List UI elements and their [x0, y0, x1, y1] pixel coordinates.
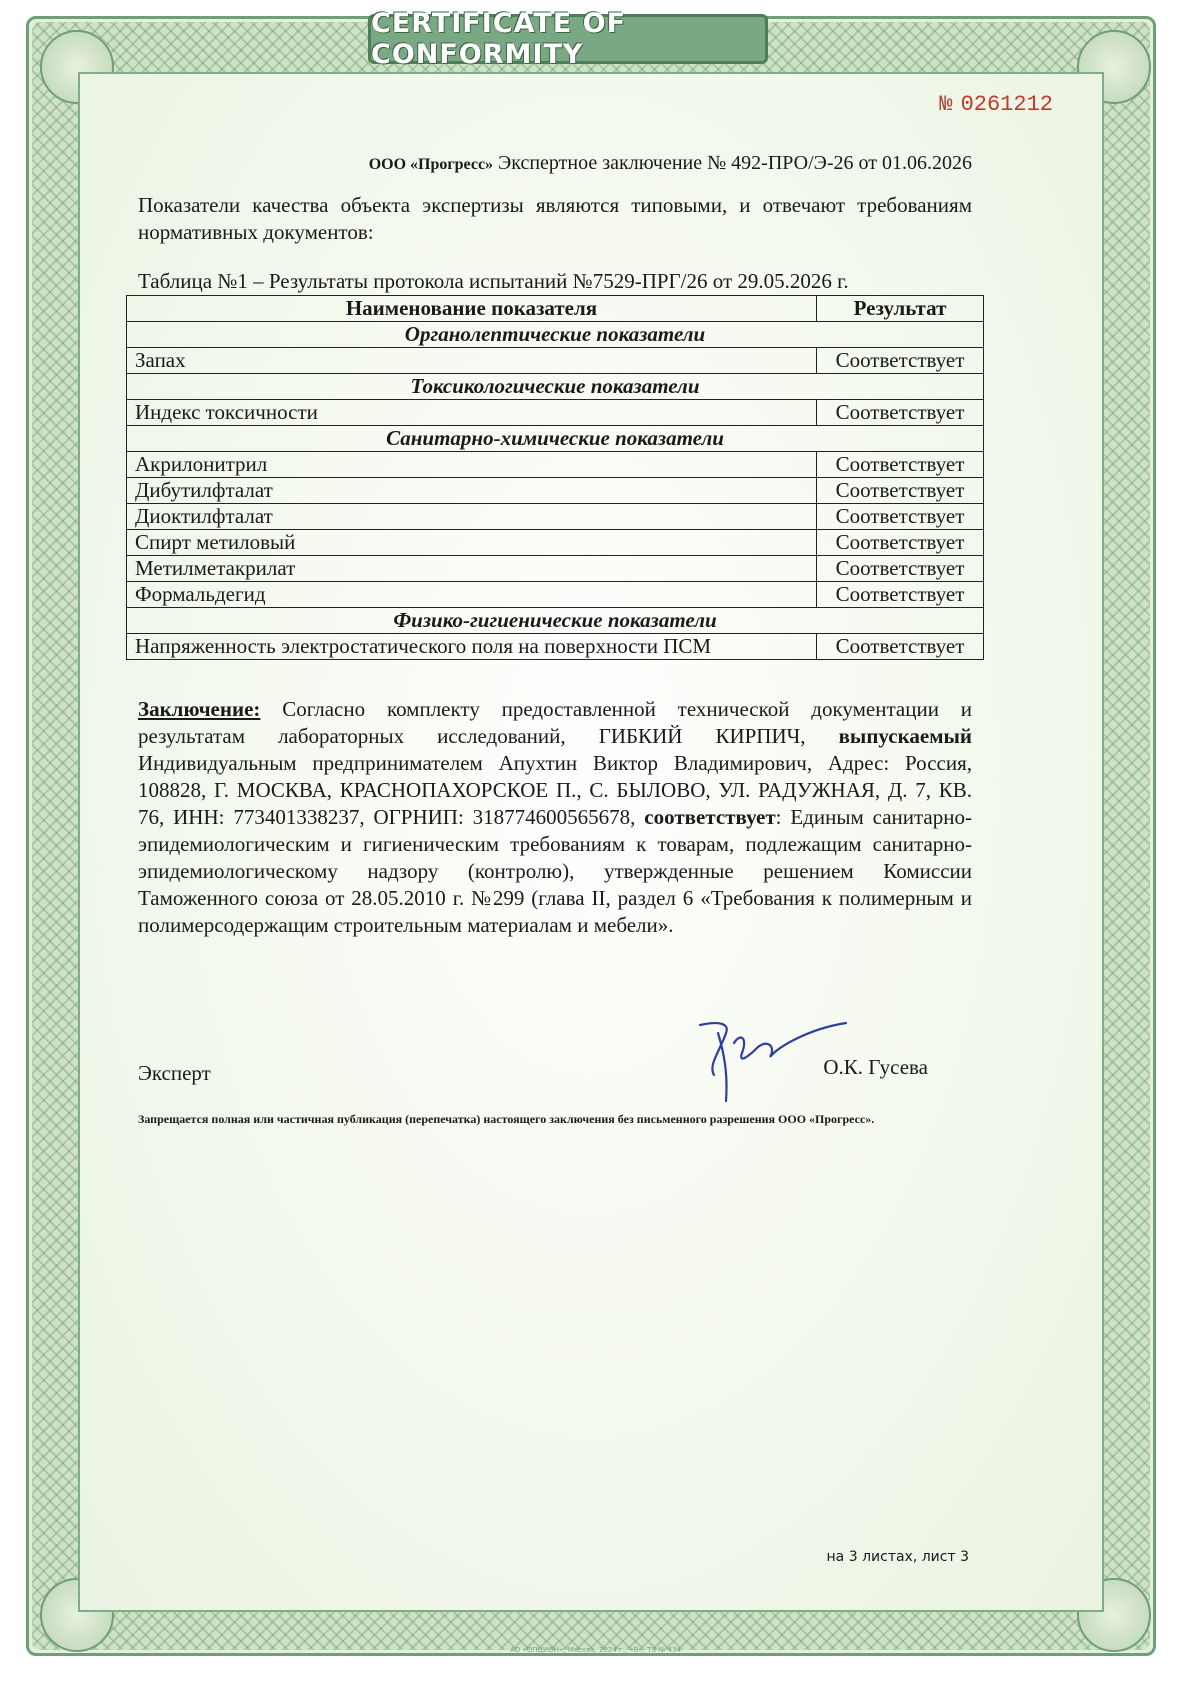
printer-imprint: АО «ОПЦИОН», Москва, 2024 г., «В», ТЗ № 434	[509, 1646, 682, 1654]
conclusion-label: Заключение:	[138, 697, 261, 721]
certificate-number-value: 0261212	[960, 92, 1053, 117]
indicator-name: Запах	[127, 348, 817, 374]
indicator-result: Соответствует	[817, 452, 984, 478]
conclusion-bold: выпускаемый	[838, 724, 972, 748]
indicator-result: Соответствует	[817, 348, 984, 374]
indicator-result: Соответствует	[817, 504, 984, 530]
group-label: Органолептические показатели	[127, 322, 984, 348]
group-label: Токсикологические показатели	[127, 374, 984, 400]
table-row	[127, 478, 984, 504]
indicator-name: Спирт метиловый	[127, 530, 817, 556]
expert-name: О.К. Гусева	[823, 1055, 928, 1079]
table-row	[127, 452, 984, 478]
conclusion-text: Индивидуальным предпринимателем Апухтин Виктор Владимирович, Адрес: Россия, 108828, Г. МОСКВА, КРАСНОПАХОРСКОЕ П., С. БЫЛОВО, УЛ. РАДУЖНАЯ, Д. 7, КВ. 76, ИНН: 773401338237, ОГРНИП: 318774600565678,	[138, 751, 972, 829]
indicator-result: Соответствует	[817, 400, 984, 426]
table-row	[127, 530, 984, 556]
group-label: Санитарно-химические показатели	[127, 426, 984, 452]
indicator-result: Соответствует	[817, 530, 984, 556]
table-row	[127, 348, 984, 374]
indicator-name: Напряженность электростатического поля на поверхности ПСМ	[127, 634, 817, 660]
table-caption: Таблица №1 – Результаты протокола испытаний №7529-ПРГ/26 от 29.05.2026 г.	[138, 269, 849, 293]
table-header-row	[127, 296, 984, 322]
intro-paragraph: Показатели качества объекта экспертизы являются типовыми, и отвечают требованиям нормативных документов:	[138, 193, 972, 244]
table-row	[127, 582, 984, 608]
reference-org: ООО «Прогресс»	[368, 156, 494, 173]
certificate-number	[939, 92, 1053, 117]
conclusion-bold: соответствует	[644, 805, 776, 829]
signature-row	[138, 1053, 928, 1093]
document-body	[135, 150, 972, 939]
indicator-name: Индекс токсичности	[127, 400, 817, 426]
indicator-name: Акрилонитрил	[127, 452, 817, 478]
conclusion-text: : Единым санитарно-эпидемиологическим и гигиеническим требованиям к товарам, подлежащим санитарно-эпидемиологическому надзору (контролю), утвержденные решением Комиссии Таможенного союза от 28.05.2010 г. №299 (глава II, раздел 6 «Требования к полимерным и полимерсодержащим строительным материалам и мебели».	[138, 805, 972, 937]
column-header-result: Результат	[817, 296, 984, 322]
conclusion-paragraph	[138, 696, 972, 939]
reference-line	[138, 150, 972, 178]
indicator-name: Формальдегид	[127, 582, 817, 608]
indicator-result: Соответствует	[817, 634, 984, 660]
column-header-name: Наименование показателя	[127, 296, 817, 322]
indicator-name: Дибутилфталат	[127, 478, 817, 504]
table-row	[127, 504, 984, 530]
table-row	[127, 634, 984, 660]
indicator-result: Соответствует	[817, 556, 984, 582]
table-group-row	[127, 322, 984, 348]
indicator-result: Соответствует	[817, 582, 984, 608]
conclusion-text: Согласно комплекту предоставленной технической документации и результатам лабораторных исследований, ГИБКИЙ КИРПИЧ,	[138, 697, 972, 748]
certificate-banner-text: CERTIFICATE OF CONFORMITY	[371, 8, 627, 70]
table-group-row	[127, 374, 984, 400]
table-group-row	[127, 608, 984, 634]
publication-notice: Запрещается полная или частичная публикация (перепечатка) настоящего заключения без письменного разрешения ООО «Прогресс».	[138, 1112, 875, 1126]
table-group-row	[127, 426, 984, 452]
results-table	[126, 295, 984, 660]
indicator-name: Диоктилфталат	[127, 504, 817, 530]
page-counter: на 3 листах, лист 3	[826, 1549, 969, 1565]
table-row	[127, 556, 984, 582]
table-row	[127, 400, 984, 426]
number-sign: №	[939, 92, 953, 117]
indicator-result: Соответствует	[817, 478, 984, 504]
certificate-banner	[368, 8, 768, 70]
expert-label: Эксперт	[138, 1061, 211, 1085]
indicator-name: Метилметакрилат	[127, 556, 817, 582]
group-label: Физико-гигиенические показатели	[127, 608, 984, 634]
reference-text: Экспертное заключение № 492-ПРО/Э-26 от 01.06.2026	[498, 152, 972, 174]
